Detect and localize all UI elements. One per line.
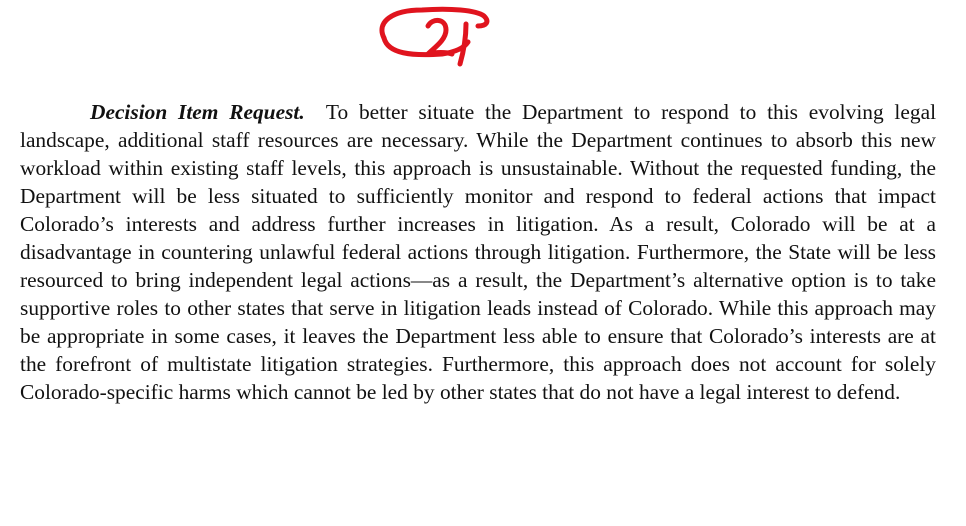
- handwritten-page-number-annotation: [372, 2, 494, 74]
- paragraph-body-text: To better situate the Department to respond to this evolving legal landscape, additional staff resources are necessary. While the Department continues to absorb this new workload within existing staff levels, this approach is unsustainable. Without the requested funding, the Department will be less situated to sufficiently monitor and respond to federal actions that impact Colorado’s interests and address further increases in litigation. As a result, Colorado will be at a disadvantage in countering unlawful federal actions through litigation. Furthermore, the State will be less resourced to bring independent legal actions—as a result, the Department’s alternative option is to take supportive roles to other states that serve in litigation leads instead of Colorado. While this approach may be appropriate in some cases, it leaves the Department less able to ensure that Colorado’s interests are at the forefront of multistate litigation strategies. Furthermore, this approach does not account for solely Colorado-specific harms which cannot be led by other states that do not have a legal interest to defend.: [20, 100, 937, 404]
- paragraph-lead-heading: Decision Item Request.: [90, 100, 305, 124]
- decision-item-paragraph: [20, 98, 936, 406]
